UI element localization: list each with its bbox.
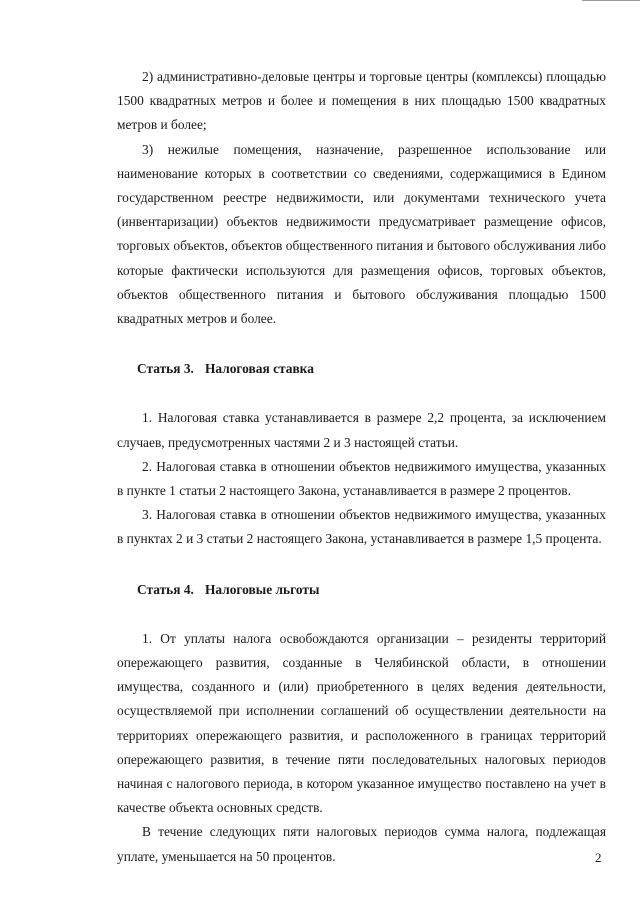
spacer xyxy=(117,331,606,357)
spacer xyxy=(117,602,606,627)
article-3-heading xyxy=(117,357,606,381)
article-3-paragraph-3: 3. Налоговая ставка в отношении объектов недвижимого имущества, указанных в пунктах 2 и 3 статьи 2 настоящего Закона, устанавливается в размере 1,5 процента. xyxy=(117,507,606,547)
document-body xyxy=(117,65,606,869)
paragraph-item-3: 3) нежилые помещения, назначение, разрешенное использование или наименование которых в соответствии со сведениями, содержащимися в Едином государственном реестре недвижимости, или документами технического учета (инвентаризации) объектов недвижимости предусматривает размещение офисов, торговых объектов, объектов общественного питания и бытового обслуживания либо которые фактически используются для размещения офисов, торговых объектов, объектов общественного питания и бытового обслуживания площадью 1500 квадратных метров и более. xyxy=(117,141,606,327)
article-4-heading xyxy=(117,578,606,602)
spacer xyxy=(117,552,606,578)
article-3-title: Налоговая ставка xyxy=(205,361,314,377)
article-3-paragraph-1: 1. Налоговая ставка устанавливается в размере 2,2 процента, за исключением случаев, предусмотренных частями 2 и 3 настоящей статьи. xyxy=(117,410,606,450)
article-4-number: Статья 4. xyxy=(137,581,194,597)
article-4-paragraph-2: В течение следующих пяти налоговых периодов сумма налога, подлежащая уплате, уменьшается на 50 процентов. xyxy=(117,824,606,864)
spacer xyxy=(117,381,606,406)
article-3-paragraph-2: 2. Налоговая ставка в отношении объектов недвижимого имущества, указанных в пункте 1 статьи 2 настоящего Закона, устанавливается в размере 2 процентов. xyxy=(117,458,606,499)
article-4-title: Налоговые льготы xyxy=(205,581,320,597)
paragraph-item-2: 2) административно-деловые центры и торговые центры (комплексы) площадью 1500 квадратных метров и более и помещения в них площадью 1500 квадратных метров и более; xyxy=(117,69,606,133)
header-rule xyxy=(582,0,640,1)
page-number: 2 xyxy=(595,850,602,865)
article-3-number: Статья 3. xyxy=(137,361,194,377)
article-4-paragraph-1: 1. От уплаты налога освобождаются организации – резиденты территорий опережающего развития, созданные в Челябинской области, в отношении имущества, созданного и (или) приобретенного в целях ведения деятельности, осуществляемой при исполнении соглашений об осуществлении деятельности на территориях опережающего развития, и расположенного в границах территорий опережающего развития, в течение пяти последовательных налоговых периодов начиная с налогового периода, в котором указанное имущество поставлено на учет в качестве объекта основных средств. xyxy=(117,630,606,816)
